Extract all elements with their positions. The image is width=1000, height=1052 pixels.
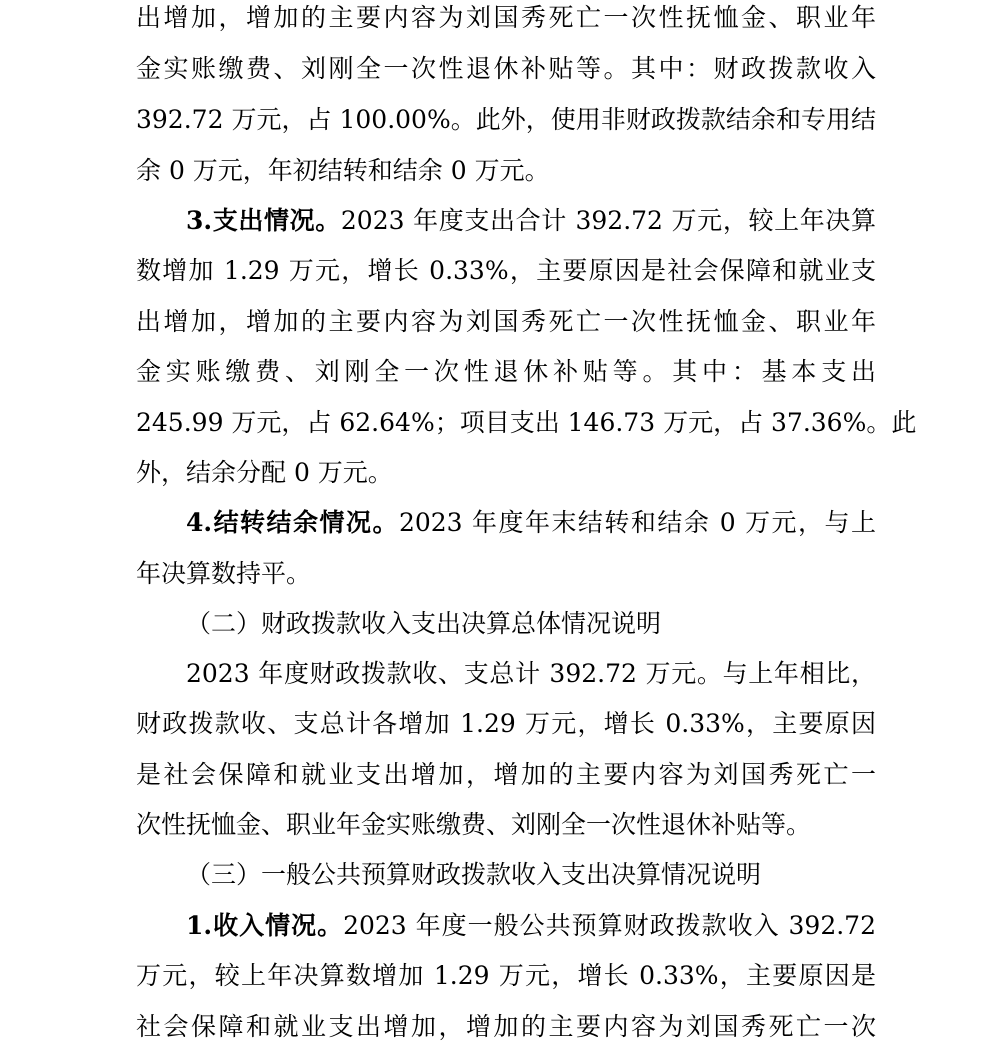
section-lead: 3.支出情况。 [186,206,341,235]
section-lead: 1.收入情况。 [186,911,344,940]
section-heading: （二）财政拨款收入支出决算总体情况说明 [186,609,662,638]
text-line: 245.99 万元，占 62.64%；项目支出 146.73 万元，占 37.36%。此 [136,408,917,437]
section-lead: 4.结转结余情况。 [186,508,399,537]
section-heading: （三）一般公共预算财政拨款收入支出决算情况说明 [186,860,762,889]
text-line: 次性抚恤金、职业年金实账缴费、刘刚全一次性退休补贴等。 [136,810,812,839]
text-line: 1.收入情况。2023 年度一般公共预算财政拨款收入 392.72 [186,911,876,940]
text-line: 出增加，增加的主要内容为刘国秀死亡一次性抚恤金、职业年 [136,307,876,336]
text-line: 是社会保障和就业支出增加，增加的主要内容为刘国秀死亡一 [136,760,876,789]
text-line: 金实账缴费、刘刚全一次性退休补贴等。其中：基本支出 [136,357,876,386]
text-line: 4.结转结余情况。2023 年度年末结转和结余 0 万元，与上 [186,508,877,537]
text-line: 392.72 万元，占 100.00%。此外，使用非财政拨款结余和专用结 [136,105,876,134]
text-line: 万元，较上年决算数增加 1.29 万元，增长 0.33%，主要原因是 [136,961,876,990]
text-line: 财政拨款收、支总计各增加 1.29 万元，增长 0.33%，主要原因 [136,709,876,738]
text-line: 3.支出情况。2023 年度支出合计 392.72 万元，较上年决算 [186,206,876,235]
text-line: 社会保障和就业支出增加，增加的主要内容为刘国秀死亡一次 [136,1012,876,1041]
text-line: 金实账缴费、刘刚全一次性退休补贴等。其中：财政拨款收入 [136,54,876,83]
text-line: 2023 年度财政拨款收、支总计 392.72 万元。与上年相比， [186,659,876,688]
text-line: 出增加，增加的主要内容为刘国秀死亡一次性抚恤金、职业年 [136,3,876,32]
text-line: 外，结余分配 0 万元。 [136,458,393,487]
text-line: 数增加 1.29 万元，增长 0.33%，主要原因是社会保障和就业支 [136,256,876,285]
text-line: 余 0 万元，年初结转和结余 0 万元。 [136,156,550,185]
text-line: 年决算数持平。 [136,559,312,588]
